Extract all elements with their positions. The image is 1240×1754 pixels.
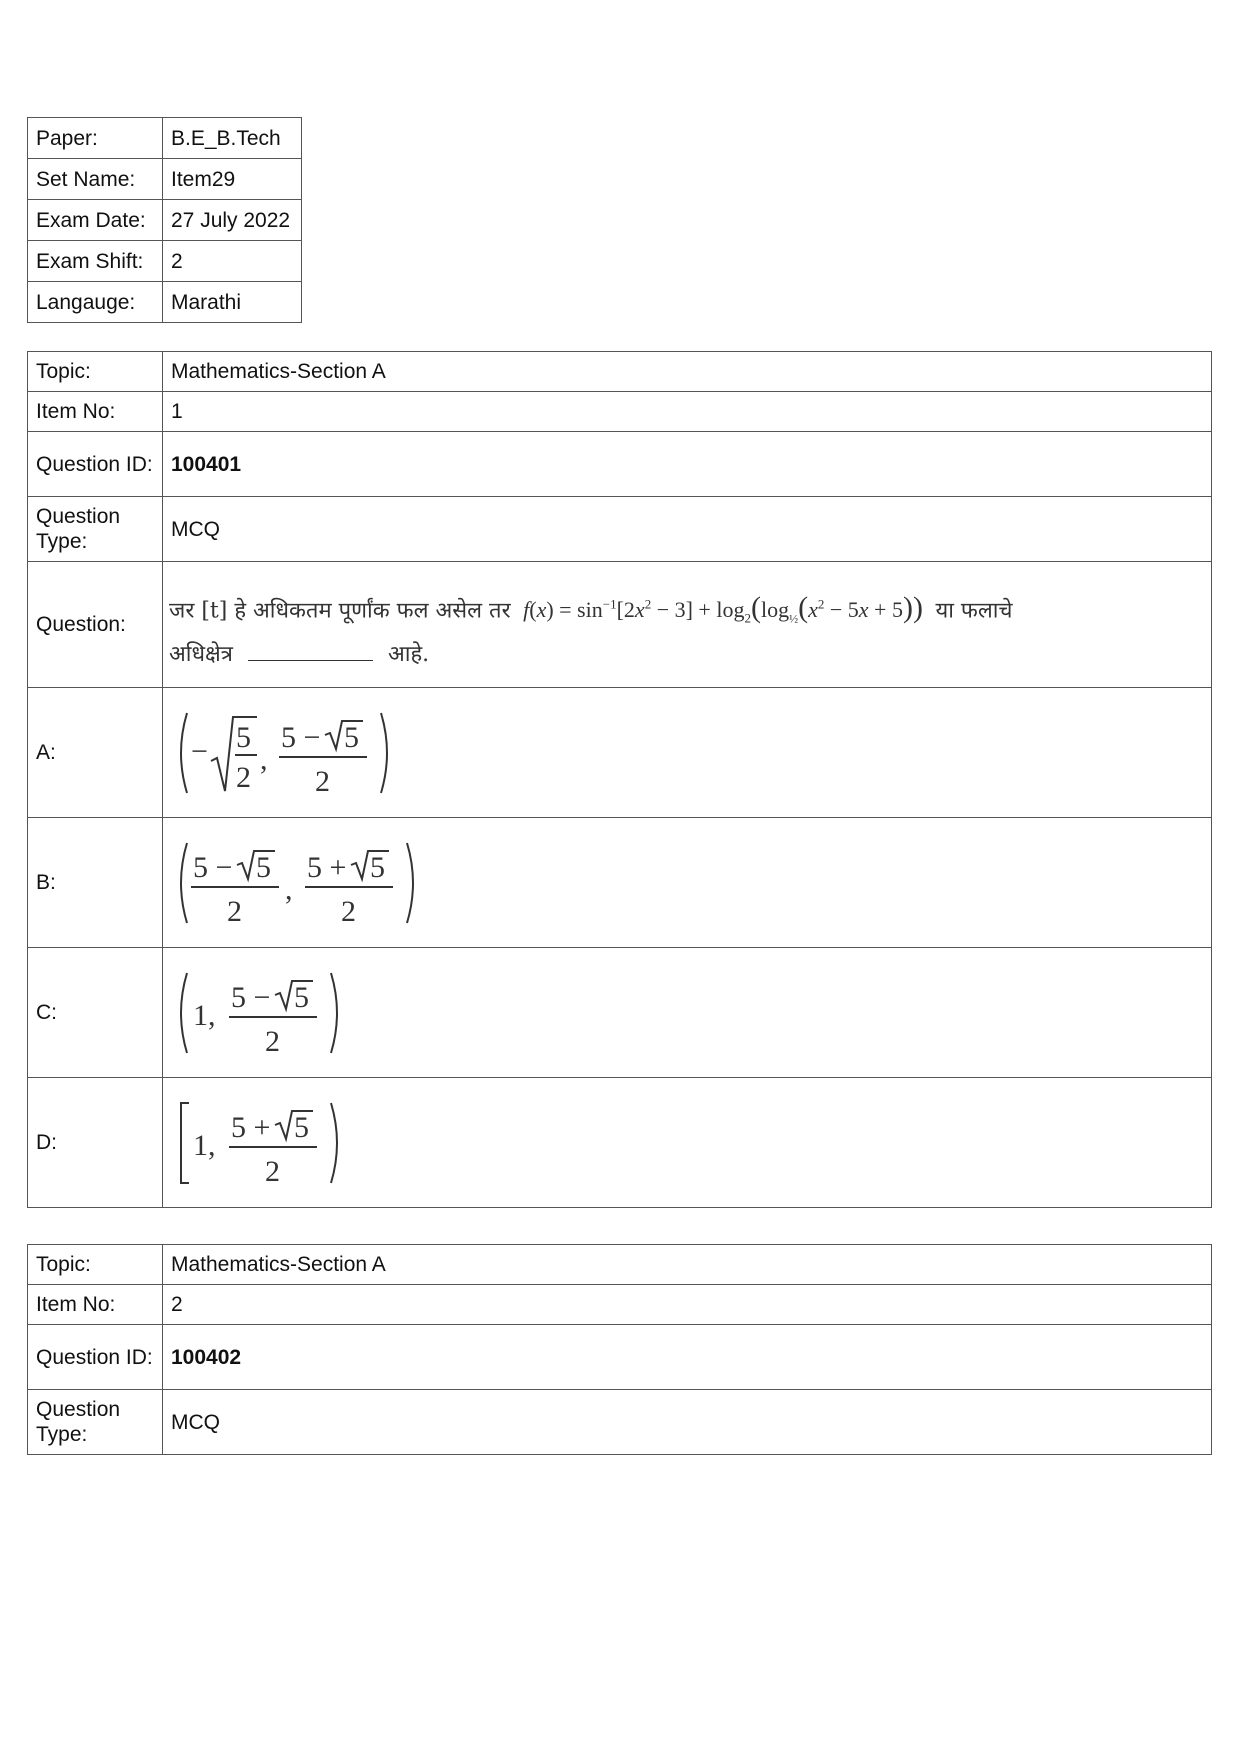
item-no-row (28, 392, 1212, 432)
meta-row-exam-date (28, 200, 302, 241)
option-label: C: (28, 948, 163, 1078)
question-table-2 (27, 1244, 1212, 1455)
question-text-line2-pre: अधिक्षेत्र (169, 642, 233, 668)
item-no-label: Item No: (28, 1285, 163, 1325)
question-id-row (28, 432, 1212, 497)
meta-value: 27 July 2022 (163, 200, 302, 241)
svg-text:5: 5 (370, 850, 385, 884)
topic-label: Topic: (28, 1245, 163, 1285)
option-row-a (28, 688, 1212, 818)
svg-text:5 −: 5 − (231, 980, 271, 1014)
meta-value: Item29 (163, 159, 302, 200)
question-id-label: Question ID: (28, 432, 163, 497)
option-row-b (28, 818, 1212, 948)
svg-text:2: 2 (227, 894, 242, 928)
question-type-row (28, 497, 1212, 562)
meta-value: Marathi (163, 282, 302, 323)
topic-row (28, 1245, 1212, 1285)
item-no-value: 1 (163, 392, 1212, 432)
option-label: B: (28, 818, 163, 948)
svg-text:1,: 1, (193, 1128, 216, 1162)
question-row (28, 562, 1212, 688)
question-type-row (28, 1390, 1212, 1455)
question-text-line2-post: आहे. (387, 642, 430, 668)
meta-label: Exam Shift: (28, 241, 163, 282)
question-id-value: 100402 (163, 1325, 1212, 1390)
meta-label: Paper: (28, 118, 163, 159)
meta-label: Langauge: (28, 282, 163, 323)
svg-text:,: , (285, 872, 293, 906)
question-text-pre: जर [t] हे अधिकतम पूर्णांक फल असेल तर (169, 597, 511, 623)
question-text-post: या फलाचे (935, 597, 1013, 623)
svg-text:5 −: 5 − (193, 850, 233, 884)
question-table-1 (27, 351, 1212, 1208)
question-label: Question: (28, 562, 163, 688)
meta-row-exam-shift (28, 241, 302, 282)
item-no-value: 2 (163, 1285, 1212, 1325)
item-no-row (28, 1285, 1212, 1325)
option-c-formula (163, 948, 1212, 1078)
question-formula: $f(x) = \sin^{-1}[2x^2 - 3] + \log_2(\log_{\frac{1}{2}}(x^2 - 5x + 5))$ (523, 590, 923, 626)
svg-text:2: 2 (265, 1154, 280, 1188)
question-type-value: MCQ (163, 1390, 1212, 1455)
question-type-value: MCQ (163, 497, 1212, 562)
option-label: D: (28, 1078, 163, 1208)
question-id-label: Question ID: (28, 1325, 163, 1390)
svg-text:5 +: 5 + (307, 850, 347, 884)
question-type-label: Question Type: (28, 497, 163, 562)
svg-text:2: 2 (236, 760, 251, 794)
question-type-label: Question Type: (28, 1390, 163, 1455)
option-d-formula (163, 1078, 1212, 1208)
meta-label: Set Name: (28, 159, 163, 200)
svg-text:−: − (191, 734, 208, 768)
topic-row (28, 352, 1212, 392)
svg-text:5 +: 5 + (231, 1110, 271, 1144)
option-row-c (28, 948, 1212, 1078)
svg-text:5: 5 (294, 1110, 309, 1144)
svg-text:5: 5 (294, 980, 309, 1014)
topic-value: Mathematics-Section A (163, 1245, 1212, 1285)
svg-text:2: 2 (265, 1024, 280, 1058)
svg-text:5: 5 (236, 720, 251, 754)
svg-text:2: 2 (315, 764, 330, 798)
svg-text:5 −: 5 − (281, 720, 321, 754)
svg-text:2: 2 (341, 894, 356, 928)
question-body (163, 562, 1212, 688)
svg-text:5: 5 (256, 850, 271, 884)
option-b-formula (163, 818, 1212, 948)
topic-value: Mathematics-Section A (163, 352, 1212, 392)
topic-label: Topic: (28, 352, 163, 392)
answer-blank (248, 642, 373, 661)
meta-row-set-name (28, 159, 302, 200)
question-line-1 (169, 577, 1203, 647)
exam-meta-table (27, 117, 302, 323)
meta-row-language (28, 282, 302, 323)
svg-text:5: 5 (344, 720, 359, 754)
svg-text:1,: 1, (193, 998, 216, 1032)
question-id-row (28, 1325, 1212, 1390)
option-a-formula (163, 688, 1212, 818)
option-row-d (28, 1078, 1212, 1208)
meta-value: B.E_B.Tech (163, 118, 302, 159)
question-id-value: 100401 (163, 432, 1212, 497)
option-label: A: (28, 688, 163, 818)
meta-row-paper (28, 118, 302, 159)
meta-value: 2 (163, 241, 302, 282)
meta-label: Exam Date: (28, 200, 163, 241)
item-no-label: Item No: (28, 392, 163, 432)
svg-text:,: , (260, 742, 268, 776)
